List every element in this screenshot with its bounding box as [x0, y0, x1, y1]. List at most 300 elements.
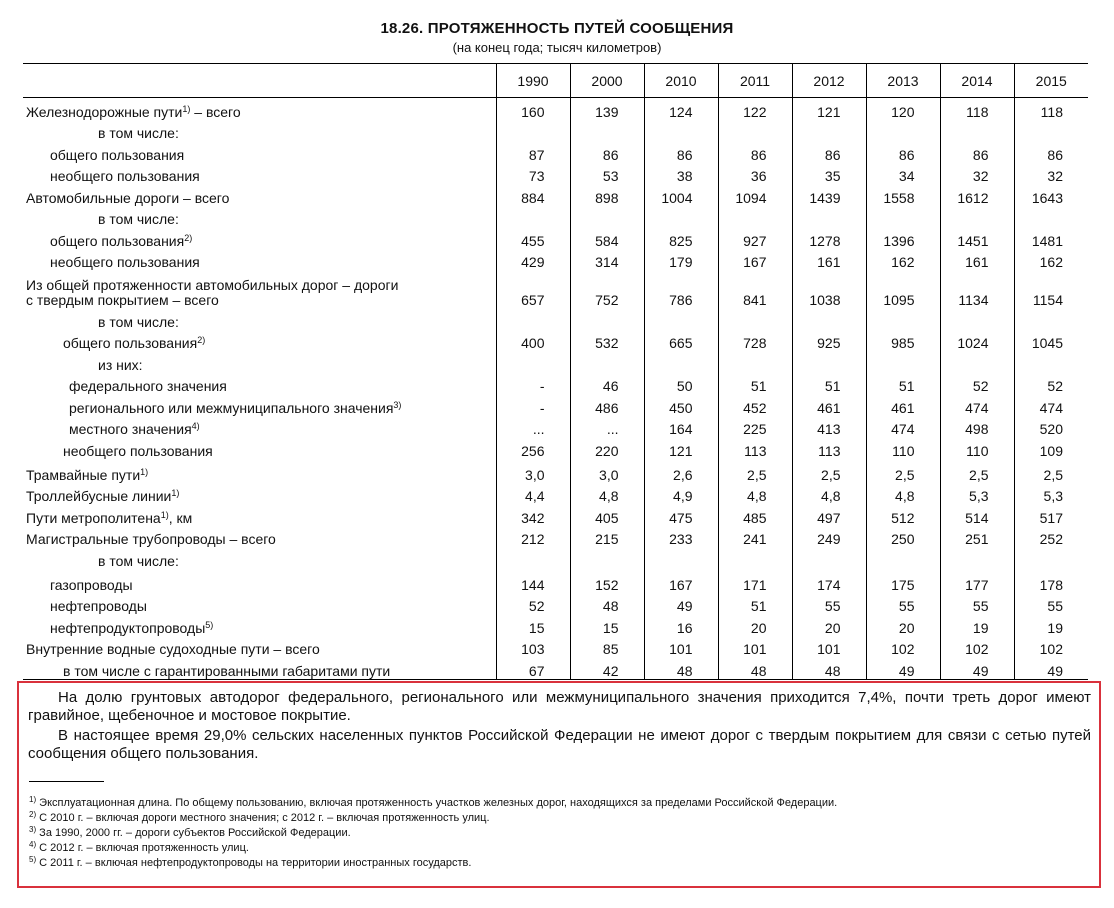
notes-box — [17, 681, 1101, 888]
table-row — [23, 308, 1088, 330]
table-row — [23, 459, 1088, 483]
table-row — [23, 249, 1088, 271]
value-cell — [1014, 351, 1088, 373]
row-label-text: общего пользования — [50, 146, 185, 163]
footnote-marker: 5) — [205, 619, 214, 630]
value-cell — [940, 547, 1014, 569]
row-label — [23, 373, 496, 395]
year-header: 2010 — [644, 64, 718, 98]
value-cell — [496, 547, 570, 569]
value-cell: 102 — [940, 636, 1014, 658]
value-cell — [1014, 120, 1088, 142]
row-label-text: Троллейбусные линии — [26, 488, 172, 504]
value-cell: 985 — [866, 330, 940, 352]
value-cell: 86 — [644, 141, 718, 163]
row-label-text: в том числе: — [98, 552, 179, 569]
table-title: 18.26. ПРОТЯЖЕННОСТЬ ПУТЕЙ СООБЩЕНИЯ — [380, 20, 734, 37]
footnote-text: Эксплуатационная длина. По общему пользованию, включая протяженность участков железных дорог, находящихся за пределами Российской Федерации. — [36, 797, 838, 809]
value-cell: 256 — [496, 437, 570, 459]
value-cell: 52 — [940, 373, 1014, 395]
year-header: 2012 — [792, 64, 866, 98]
value-cell: ... — [496, 416, 570, 438]
row-label-text: газопроводы — [50, 576, 133, 593]
footnote-marker: 1) — [140, 466, 149, 477]
value-cell: 2,5 — [1014, 459, 1088, 483]
row-label-text: общего пользования — [50, 232, 185, 249]
value-cell — [718, 120, 792, 142]
value-cell: 475 — [644, 504, 718, 526]
value-cell — [792, 308, 866, 330]
row-label-text: Автомобильные дороги – всего — [26, 189, 230, 206]
value-cell: 101 — [792, 636, 866, 658]
footnote — [29, 796, 837, 810]
value-cell: 118 — [1014, 98, 1088, 120]
value-cell: 927 — [718, 227, 792, 249]
row-label-text: Пути метрополитена — [26, 509, 161, 526]
footnote-marker: 1) — [171, 488, 180, 498]
row-label-text: нефтепродуктопроводы — [50, 619, 206, 636]
value-cell: 786 — [644, 270, 718, 308]
value-cell: 665 — [644, 330, 718, 352]
value-cell — [866, 120, 940, 142]
value-cell: 455 — [496, 227, 570, 249]
row-label — [23, 547, 496, 569]
value-cell: 86 — [866, 141, 940, 163]
table-row — [23, 270, 1088, 308]
table-row — [23, 227, 1088, 249]
row-label — [23, 394, 496, 416]
value-cell: 175 — [866, 569, 940, 593]
value-cell — [570, 547, 644, 569]
row-label — [23, 206, 496, 228]
value-cell: 167 — [718, 249, 792, 271]
value-cell: 249 — [792, 526, 866, 548]
value-cell: 3,0 — [496, 459, 570, 483]
value-cell: 102 — [866, 636, 940, 658]
value-cell — [792, 206, 866, 228]
value-cell: 86 — [1014, 141, 1088, 163]
value-cell — [496, 120, 570, 142]
row-label-text: местного значения — [69, 421, 192, 437]
value-cell: 413 — [792, 416, 866, 438]
value-cell: 3,0 — [570, 459, 644, 483]
value-cell — [570, 206, 644, 228]
row-label-text: в том числе: — [98, 313, 179, 330]
value-cell: 728 — [718, 330, 792, 352]
row-label-suffix: , км — [168, 509, 193, 526]
value-cell: 48 — [644, 657, 718, 679]
row-label-text: необщего пользования — [63, 442, 213, 459]
value-cell: 102 — [1014, 636, 1088, 658]
value-cell: 5,3 — [940, 483, 1014, 505]
value-cell: 51 — [792, 373, 866, 395]
footnote-marker: 2) — [184, 232, 193, 243]
value-cell — [644, 308, 718, 330]
footnote-mark: 4) — [29, 840, 37, 849]
row-label — [23, 351, 496, 373]
value-cell — [718, 351, 792, 373]
value-cell: 110 — [866, 437, 940, 459]
row-label-text: нефтепроводы — [50, 598, 147, 614]
value-cell: 51 — [718, 373, 792, 395]
row-label — [23, 636, 496, 658]
row-label-text-line2: с твердым покрытием – всего — [26, 292, 219, 308]
value-cell: 429 — [496, 249, 570, 271]
table-subtitle: (на конец года; тысяч километров) — [452, 40, 662, 55]
row-label — [23, 593, 496, 615]
row-label — [23, 483, 496, 505]
value-cell: 4,8 — [866, 483, 940, 505]
row-label — [23, 657, 496, 679]
value-cell — [792, 351, 866, 373]
value-cell: 925 — [792, 330, 866, 352]
year-header: 2015 — [1014, 64, 1088, 98]
table-row — [23, 547, 1088, 569]
value-cell: 20 — [718, 614, 792, 636]
value-cell: 400 — [496, 330, 570, 352]
value-cell: 215 — [570, 526, 644, 548]
value-cell — [792, 120, 866, 142]
value-cell: 55 — [792, 593, 866, 615]
table-row — [23, 394, 1088, 416]
header-label-cell — [23, 64, 496, 98]
value-cell: 498 — [940, 416, 1014, 438]
value-cell — [644, 547, 718, 569]
value-cell — [866, 547, 940, 569]
table-row — [23, 416, 1088, 438]
row-label-text: в том числе: — [98, 125, 179, 141]
value-cell — [866, 351, 940, 373]
value-cell: 1095 — [866, 270, 940, 308]
year-header: 2013 — [866, 64, 940, 98]
value-cell: 1004 — [644, 184, 718, 206]
value-cell: 19 — [1014, 614, 1088, 636]
value-cell: 4,8 — [792, 483, 866, 505]
value-cell: 73 — [496, 163, 570, 185]
value-cell: 51 — [866, 373, 940, 395]
value-cell: 50 — [644, 373, 718, 395]
value-cell: 48 — [570, 593, 644, 615]
value-cell — [792, 547, 866, 569]
value-cell: 2,5 — [792, 459, 866, 483]
value-cell: 32 — [1014, 163, 1088, 185]
footnote-marker: 4) — [191, 421, 200, 431]
value-cell: 2,6 — [644, 459, 718, 483]
row-label — [23, 416, 496, 438]
value-cell: 49 — [940, 657, 1014, 679]
value-cell: 2,5 — [866, 459, 940, 483]
value-cell: 42 — [570, 657, 644, 679]
value-cell: 110 — [940, 437, 1014, 459]
table-row — [23, 593, 1088, 615]
value-cell: 122 — [718, 98, 792, 120]
value-cell: 225 — [718, 416, 792, 438]
value-cell: 15 — [496, 614, 570, 636]
row-label-text: общего пользования — [63, 335, 198, 351]
footnote-marker: 2) — [197, 335, 206, 345]
table-row — [23, 141, 1088, 163]
value-cell: 55 — [940, 593, 1014, 615]
footnote-mark: 1) — [29, 795, 37, 804]
value-cell: 220 — [570, 437, 644, 459]
table-row — [23, 98, 1088, 120]
value-cell: 405 — [570, 504, 644, 526]
value-cell: 4,4 — [496, 483, 570, 505]
header-row — [23, 64, 1088, 98]
value-cell: 2,5 — [718, 459, 792, 483]
table-row — [23, 657, 1088, 679]
table-row — [23, 437, 1088, 459]
row-label — [23, 120, 496, 142]
value-cell: 486 — [570, 394, 644, 416]
table-row — [23, 526, 1088, 548]
value-cell: 212 — [496, 526, 570, 548]
value-cell: 1094 — [718, 184, 792, 206]
row-label — [23, 141, 496, 163]
row-label — [23, 308, 496, 330]
value-cell: 120 — [866, 98, 940, 120]
value-cell — [496, 351, 570, 373]
footnote — [29, 826, 351, 840]
footnote-mark: 2) — [29, 810, 37, 819]
row-label — [23, 184, 496, 206]
row-label — [23, 569, 496, 593]
value-cell: 450 — [644, 394, 718, 416]
value-cell: 34 — [866, 163, 940, 185]
value-cell: 841 — [718, 270, 792, 308]
value-cell: 35 — [792, 163, 866, 185]
value-cell: 86 — [718, 141, 792, 163]
footnote-text: За 1990, 2000 гг. – дороги субъектов Российской Федерации. — [36, 827, 351, 839]
value-cell: 162 — [866, 249, 940, 271]
value-cell: ... — [570, 416, 644, 438]
value-cell: 752 — [570, 270, 644, 308]
value-cell — [570, 120, 644, 142]
footnote-marker: 1) — [182, 103, 191, 114]
value-cell — [496, 206, 570, 228]
value-cell: 16 — [644, 614, 718, 636]
footnote-marker: 3) — [393, 399, 402, 410]
row-label-text: в том числе: — [98, 211, 179, 227]
footnote-mark: 3) — [29, 825, 37, 834]
value-cell: 36 — [718, 163, 792, 185]
row-label-suffix: – всего — [190, 103, 241, 120]
value-cell: - — [496, 373, 570, 395]
value-cell: 161 — [792, 249, 866, 271]
value-cell: 514 — [940, 504, 1014, 526]
value-cell: 1134 — [940, 270, 1014, 308]
value-cell: 497 — [792, 504, 866, 526]
footnote-text: С 2011 г. – включая нефтепродуктопроводы на территории иностранных государств. — [36, 857, 472, 869]
table-body — [23, 98, 1088, 680]
note-paragraph: На долю грунтовых автодорог федерального, регионального или межмуниципального значения приходится 7,4%, почти треть дорог имеют гравийное, щебеночное и мостовое покрытие. — [28, 689, 1091, 724]
value-cell: 314 — [570, 249, 644, 271]
value-cell: 52 — [496, 593, 570, 615]
value-cell: - — [496, 394, 570, 416]
row-label — [23, 249, 496, 271]
row-label — [23, 614, 496, 636]
value-cell — [644, 351, 718, 373]
value-cell — [866, 206, 940, 228]
value-cell: 113 — [718, 437, 792, 459]
value-cell: 139 — [570, 98, 644, 120]
value-cell: 19 — [940, 614, 1014, 636]
table-row — [23, 373, 1088, 395]
value-cell: 1278 — [792, 227, 866, 249]
value-cell: 233 — [644, 526, 718, 548]
value-cell — [570, 351, 644, 373]
value-cell: 20 — [792, 614, 866, 636]
note-paragraph: В настоящее время 29,0% сельских населенных пунктов Российской Федерации не имеют дорог с твердым покрытием для связи с сетью путей сообщения общего пользования. — [28, 727, 1091, 762]
table-row — [23, 351, 1088, 373]
data-table — [23, 63, 1088, 680]
value-cell: 49 — [866, 657, 940, 679]
value-cell: 4,9 — [644, 483, 718, 505]
footnote-text: С 2010 г. – включая дороги местного значения; с 2012 г. – включая протяженность улиц. — [36, 812, 490, 824]
table-row — [23, 636, 1088, 658]
value-cell: 1024 — [940, 330, 1014, 352]
value-cell: 4,8 — [718, 483, 792, 505]
value-cell: 4,8 — [570, 483, 644, 505]
value-cell: 1612 — [940, 184, 1014, 206]
value-cell: 167 — [644, 569, 718, 593]
row-label-text: в том числе с гарантированными габаритами пути — [63, 662, 391, 679]
value-cell: 103 — [496, 636, 570, 658]
year-header: 2000 — [570, 64, 644, 98]
table-row — [23, 120, 1088, 142]
row-label — [23, 163, 496, 185]
value-cell: 55 — [866, 593, 940, 615]
year-header: 1990 — [496, 64, 570, 98]
footnote — [29, 841, 249, 855]
value-cell: 1643 — [1014, 184, 1088, 206]
value-cell: 825 — [644, 227, 718, 249]
value-cell: 161 — [940, 249, 1014, 271]
footnote-text: С 2012 г. – включая протяженность улиц. — [36, 842, 249, 854]
value-cell — [1014, 547, 1088, 569]
value-cell: 1038 — [792, 270, 866, 308]
value-cell: 86 — [570, 141, 644, 163]
value-cell: 46 — [570, 373, 644, 395]
row-label-text: необщего пользования — [50, 168, 200, 184]
value-cell: 113 — [792, 437, 866, 459]
value-cell — [718, 308, 792, 330]
table-row — [23, 163, 1088, 185]
value-cell: 474 — [940, 394, 1014, 416]
value-cell: 2,5 — [940, 459, 1014, 483]
table-row — [23, 483, 1088, 505]
value-cell: 118 — [940, 98, 1014, 120]
value-cell — [718, 206, 792, 228]
value-cell — [644, 206, 718, 228]
value-cell: 101 — [718, 636, 792, 658]
value-cell: 49 — [1014, 657, 1088, 679]
value-cell: 86 — [792, 141, 866, 163]
row-label — [23, 526, 496, 548]
footnote-marker: 1) — [160, 509, 169, 520]
value-cell: 152 — [570, 569, 644, 593]
table-row — [23, 569, 1088, 593]
table-row — [23, 330, 1088, 352]
value-cell: 474 — [1014, 394, 1088, 416]
value-cell: 1451 — [940, 227, 1014, 249]
row-label-text: регионального или межмуниципального значения — [69, 399, 394, 416]
value-cell: 171 — [718, 569, 792, 593]
value-cell — [940, 308, 1014, 330]
row-label-text: Внутренние водные судоходные пути – всего — [26, 641, 320, 657]
value-cell — [1014, 308, 1088, 330]
value-cell: 101 — [644, 636, 718, 658]
value-cell: 48 — [792, 657, 866, 679]
value-cell: 1396 — [866, 227, 940, 249]
value-cell: 1558 — [866, 184, 940, 206]
row-label-text: федерального значения — [69, 378, 227, 394]
footnote-mark: 5) — [29, 855, 37, 864]
value-cell — [940, 206, 1014, 228]
value-cell: 164 — [644, 416, 718, 438]
value-cell: 520 — [1014, 416, 1088, 438]
value-cell: 512 — [866, 504, 940, 526]
footnote — [29, 811, 490, 825]
value-cell: 5,3 — [1014, 483, 1088, 505]
value-cell: 485 — [718, 504, 792, 526]
value-cell: 251 — [940, 526, 1014, 548]
row-label — [23, 437, 496, 459]
value-cell: 898 — [570, 184, 644, 206]
value-cell: 174 — [792, 569, 866, 593]
value-cell: 86 — [940, 141, 1014, 163]
value-cell: 124 — [644, 98, 718, 120]
value-cell: 53 — [570, 163, 644, 185]
value-cell: 250 — [866, 526, 940, 548]
row-label — [23, 459, 496, 483]
value-cell: 461 — [792, 394, 866, 416]
row-label-text: из них: — [98, 356, 143, 373]
value-cell: 252 — [1014, 526, 1088, 548]
value-cell: 38 — [644, 163, 718, 185]
value-cell: 461 — [866, 394, 940, 416]
table-row — [23, 504, 1088, 526]
value-cell: 452 — [718, 394, 792, 416]
value-cell: 87 — [496, 141, 570, 163]
value-cell: 32 — [940, 163, 1014, 185]
row-label — [23, 227, 496, 249]
value-cell: 517 — [1014, 504, 1088, 526]
value-cell: 657 — [496, 270, 570, 308]
row-label-text: Железнодорожные пути — [26, 103, 183, 120]
value-cell: 121 — [792, 98, 866, 120]
value-cell: 474 — [866, 416, 940, 438]
table-row — [23, 206, 1088, 228]
value-cell: 48 — [718, 657, 792, 679]
value-cell — [718, 547, 792, 569]
value-cell: 179 — [644, 249, 718, 271]
value-cell: 20 — [866, 614, 940, 636]
value-cell: 178 — [1014, 569, 1088, 593]
value-cell: 85 — [570, 636, 644, 658]
value-cell: 1481 — [1014, 227, 1088, 249]
row-label-text: необщего пользования — [50, 254, 200, 270]
value-cell — [866, 308, 940, 330]
year-header: 2014 — [940, 64, 1014, 98]
value-cell: 121 — [644, 437, 718, 459]
value-cell: 241 — [718, 526, 792, 548]
value-cell: 1045 — [1014, 330, 1088, 352]
value-cell: 342 — [496, 504, 570, 526]
value-cell: 532 — [570, 330, 644, 352]
footnote-separator — [29, 781, 104, 782]
value-cell: 160 — [496, 98, 570, 120]
